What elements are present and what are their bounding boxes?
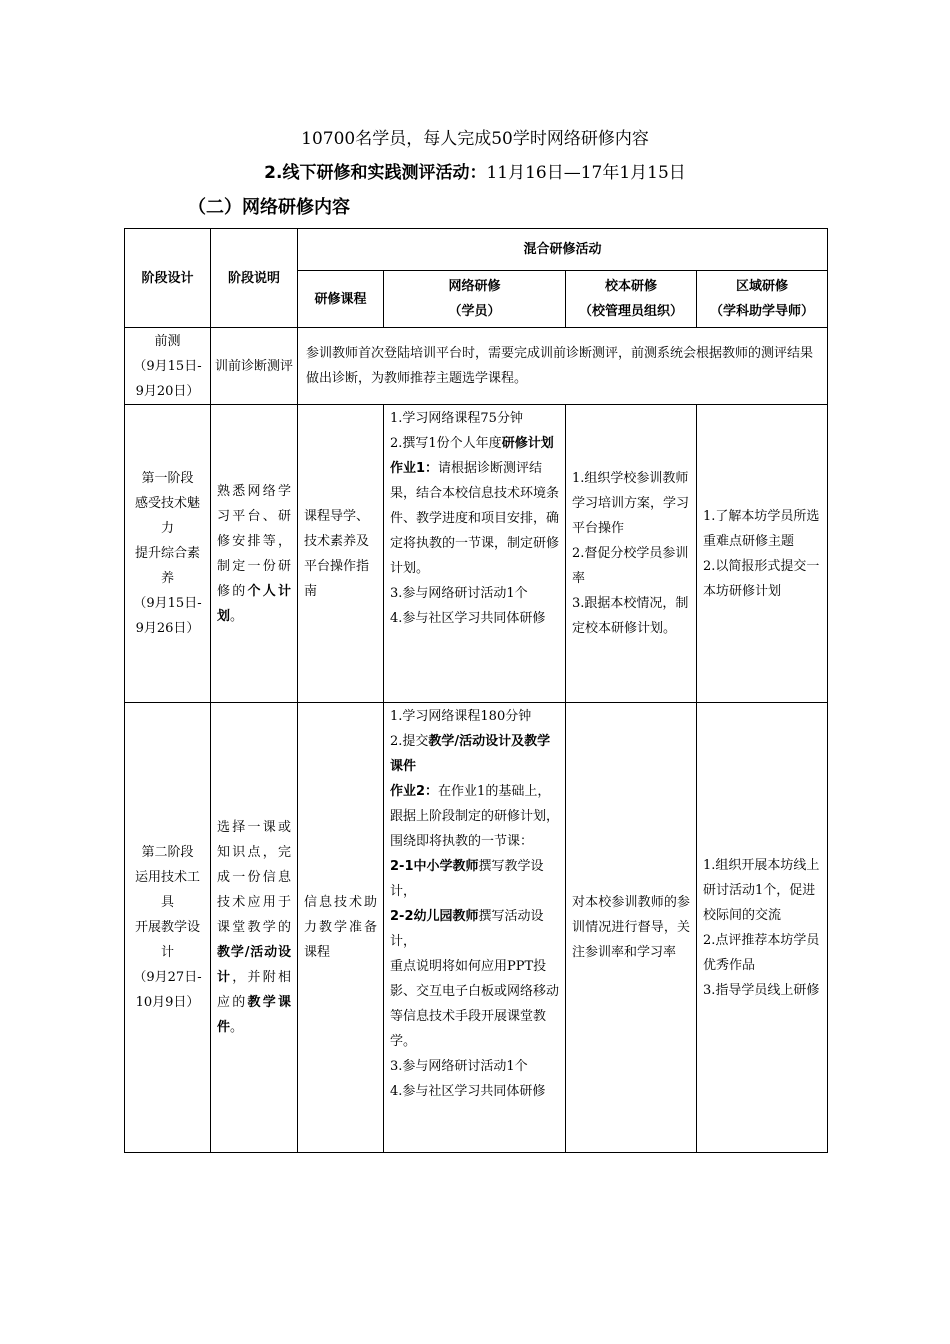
stage1-school: 1.组织学校参训教师学习培训方案，学习平台操作 2.督促分校学员参训率 3.跟据本校情况，制定校本研修计划。 [566, 405, 697, 703]
line2-bold: 2.线下研修和实践测评活动： [264, 163, 487, 183]
header-course: 研修课程 [298, 271, 384, 328]
header-school: 校本研修 （校管理员组织） [566, 271, 697, 328]
stage2-online: 1.学习网络课程180分钟 2.提交教学/活动设计及教学课件 作业2：在作业1的基础上，跟据上阶段制定的研修计划，围绕即将执教的一节课： 2-1中小学教师撰写教学设计， 2-2幼儿园教师撰写活动设计， 重点说明将如何应用PPT投影、交互电子白板或网络移动等信息技术手段开展课堂教学。 3.参与网络研讨活动1个 4.参与社区学习共同体研修 [384, 703, 566, 1153]
header-blended: 混合研修活动 [298, 229, 828, 271]
stage2-desc: 选择一课或知识点，完成一份信息技术应用于课堂教学的教学/活动设计，并附相应的教学课件。 [211, 703, 298, 1153]
stage1-online: 1.学习网络课程75分钟 2.撰写1份个人年度研修计划 作业1：请根据诊断测评结果，结合本校信息技术环境条件、教学进度和项目安排，确定将执教的一节课，制定研修计划。 3.参与网络研讨活动1个 4.参与社区学习共同体研修 [384, 405, 566, 703]
pretest-desc: 训前诊断测评 [211, 328, 298, 405]
pretest-content: 参训教师首次登陆培训平台时，需要完成训前诊断测评，前测系统会根据教师的测评结果做出诊断，为教师推荐主题选学课程。 [298, 328, 828, 405]
header-stage-design: 阶段设计 [125, 229, 211, 328]
intro-line-1: 10700名学员，每人完成50学时网络研修内容 [301, 129, 649, 149]
table-row [125, 405, 828, 703]
stage2-region: 1.组织开展本坊线上研讨活动1个，促进校际间的交流 2.点评推荐本坊学员优秀作品 3.指导学员线上研修 [697, 703, 828, 1153]
line2-dates: 11月16日—17年1月15日 [486, 163, 686, 183]
table-row [125, 703, 828, 1153]
stage2-school: 对本校参训教师的参训情况进行督导，关注参训率和学习率 [566, 703, 697, 1153]
stage1-desc: 熟悉网络学习平台、研修安排等，制定一份研修的个人计划。 [211, 405, 298, 703]
training-table [124, 228, 828, 1153]
table-row [125, 328, 828, 405]
header-online: 网络研修 （学员） [384, 271, 566, 328]
stage1-title: 第一阶段 感受技术魅 力 提升综合素 养 （9月15日- 9月26日） [125, 405, 211, 703]
header-stage-desc: 阶段说明 [211, 229, 298, 328]
header-region: 区域研修 （学科助学导师） [697, 271, 828, 328]
stage2-title: 第二阶段 运用技术工 具 开展教学设 计 （9月27日- 10月9日） [125, 703, 211, 1153]
intro-line-2 [0, 158, 950, 183]
section-title: （二）网络研修内容 [188, 197, 350, 218]
stage1-region: 1.了解本坊学员所选重难点研修主题 2.以简报形式提交一本坊研修计划 [697, 405, 828, 703]
stage2-course: 信息技术助力教学准备课程 [298, 703, 384, 1153]
stage1-course: 课程导学、技术素养及平台操作指南 [298, 405, 384, 703]
pretest-stage: 前测 （9月15日- 9月20日） [125, 328, 211, 405]
